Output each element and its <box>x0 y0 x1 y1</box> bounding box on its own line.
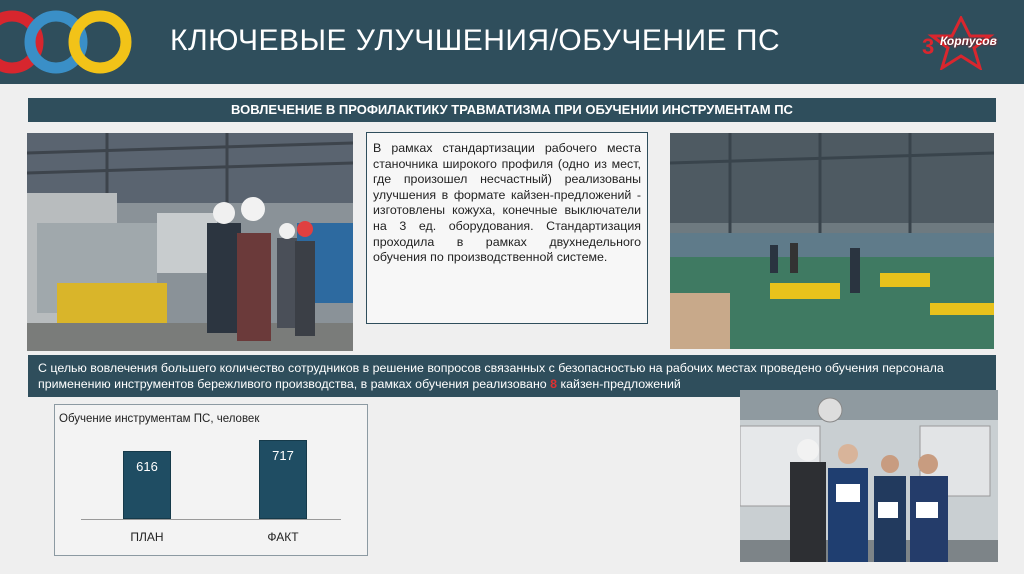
workshop-lathe-photo <box>27 133 353 351</box>
kaizen-count: 8 <box>550 377 558 391</box>
category-label-plan: ПЛАН <box>130 530 164 544</box>
bar-value-fact: 717 <box>272 448 294 463</box>
category-label-fact: ФАКТ <box>267 530 299 544</box>
rings-logo-icon <box>0 0 140 84</box>
team-photo <box>740 390 998 562</box>
chart-baseline <box>81 519 341 520</box>
section-subtitle: ВОВЛЕЧЕНИЕ В ПРОФИЛАКТИКУ ТРАВМАТИЗМА ПРИ ОБУЧЕНИИ ИНСТРУМЕНТАМ ПС <box>28 98 996 122</box>
summary-text-end: кайзен-предложений <box>557 377 681 391</box>
bar-value-plan: 616 <box>136 459 158 474</box>
factory-floor-photo <box>670 133 994 349</box>
summary-text: С целью вовлечения большего количество сотрудников в решение вопросов связанных с безопасностью на рабочих местах проведено обучения персонала применению инструментов бережливого производства, в рамках обучения реализовано <box>38 361 944 391</box>
training-bar-chart <box>54 404 368 556</box>
page-title: КЛЮЧЕВЫЕ УЛУЧШЕНИЯ/ОБУЧЕНИЕ ПС <box>170 24 781 57</box>
improvement-description: В рамках стандартизации рабочего места станочника широкого профиля (одно из мест, где произошел несчастный) реализованы улучшения в формате кайзен-предложений - изготовлены кожуха, конечные выключатели на 3 ед. оборудования. Стандартизация проходила в рамках двухнедельного обучения по производственной системе. <box>366 132 648 324</box>
chart-title: Обучение инструментам ПС, человек <box>59 413 260 425</box>
brand-number: 3 <box>922 34 935 59</box>
brand-name: Корпусов <box>940 34 997 48</box>
header-bar <box>0 0 1024 84</box>
